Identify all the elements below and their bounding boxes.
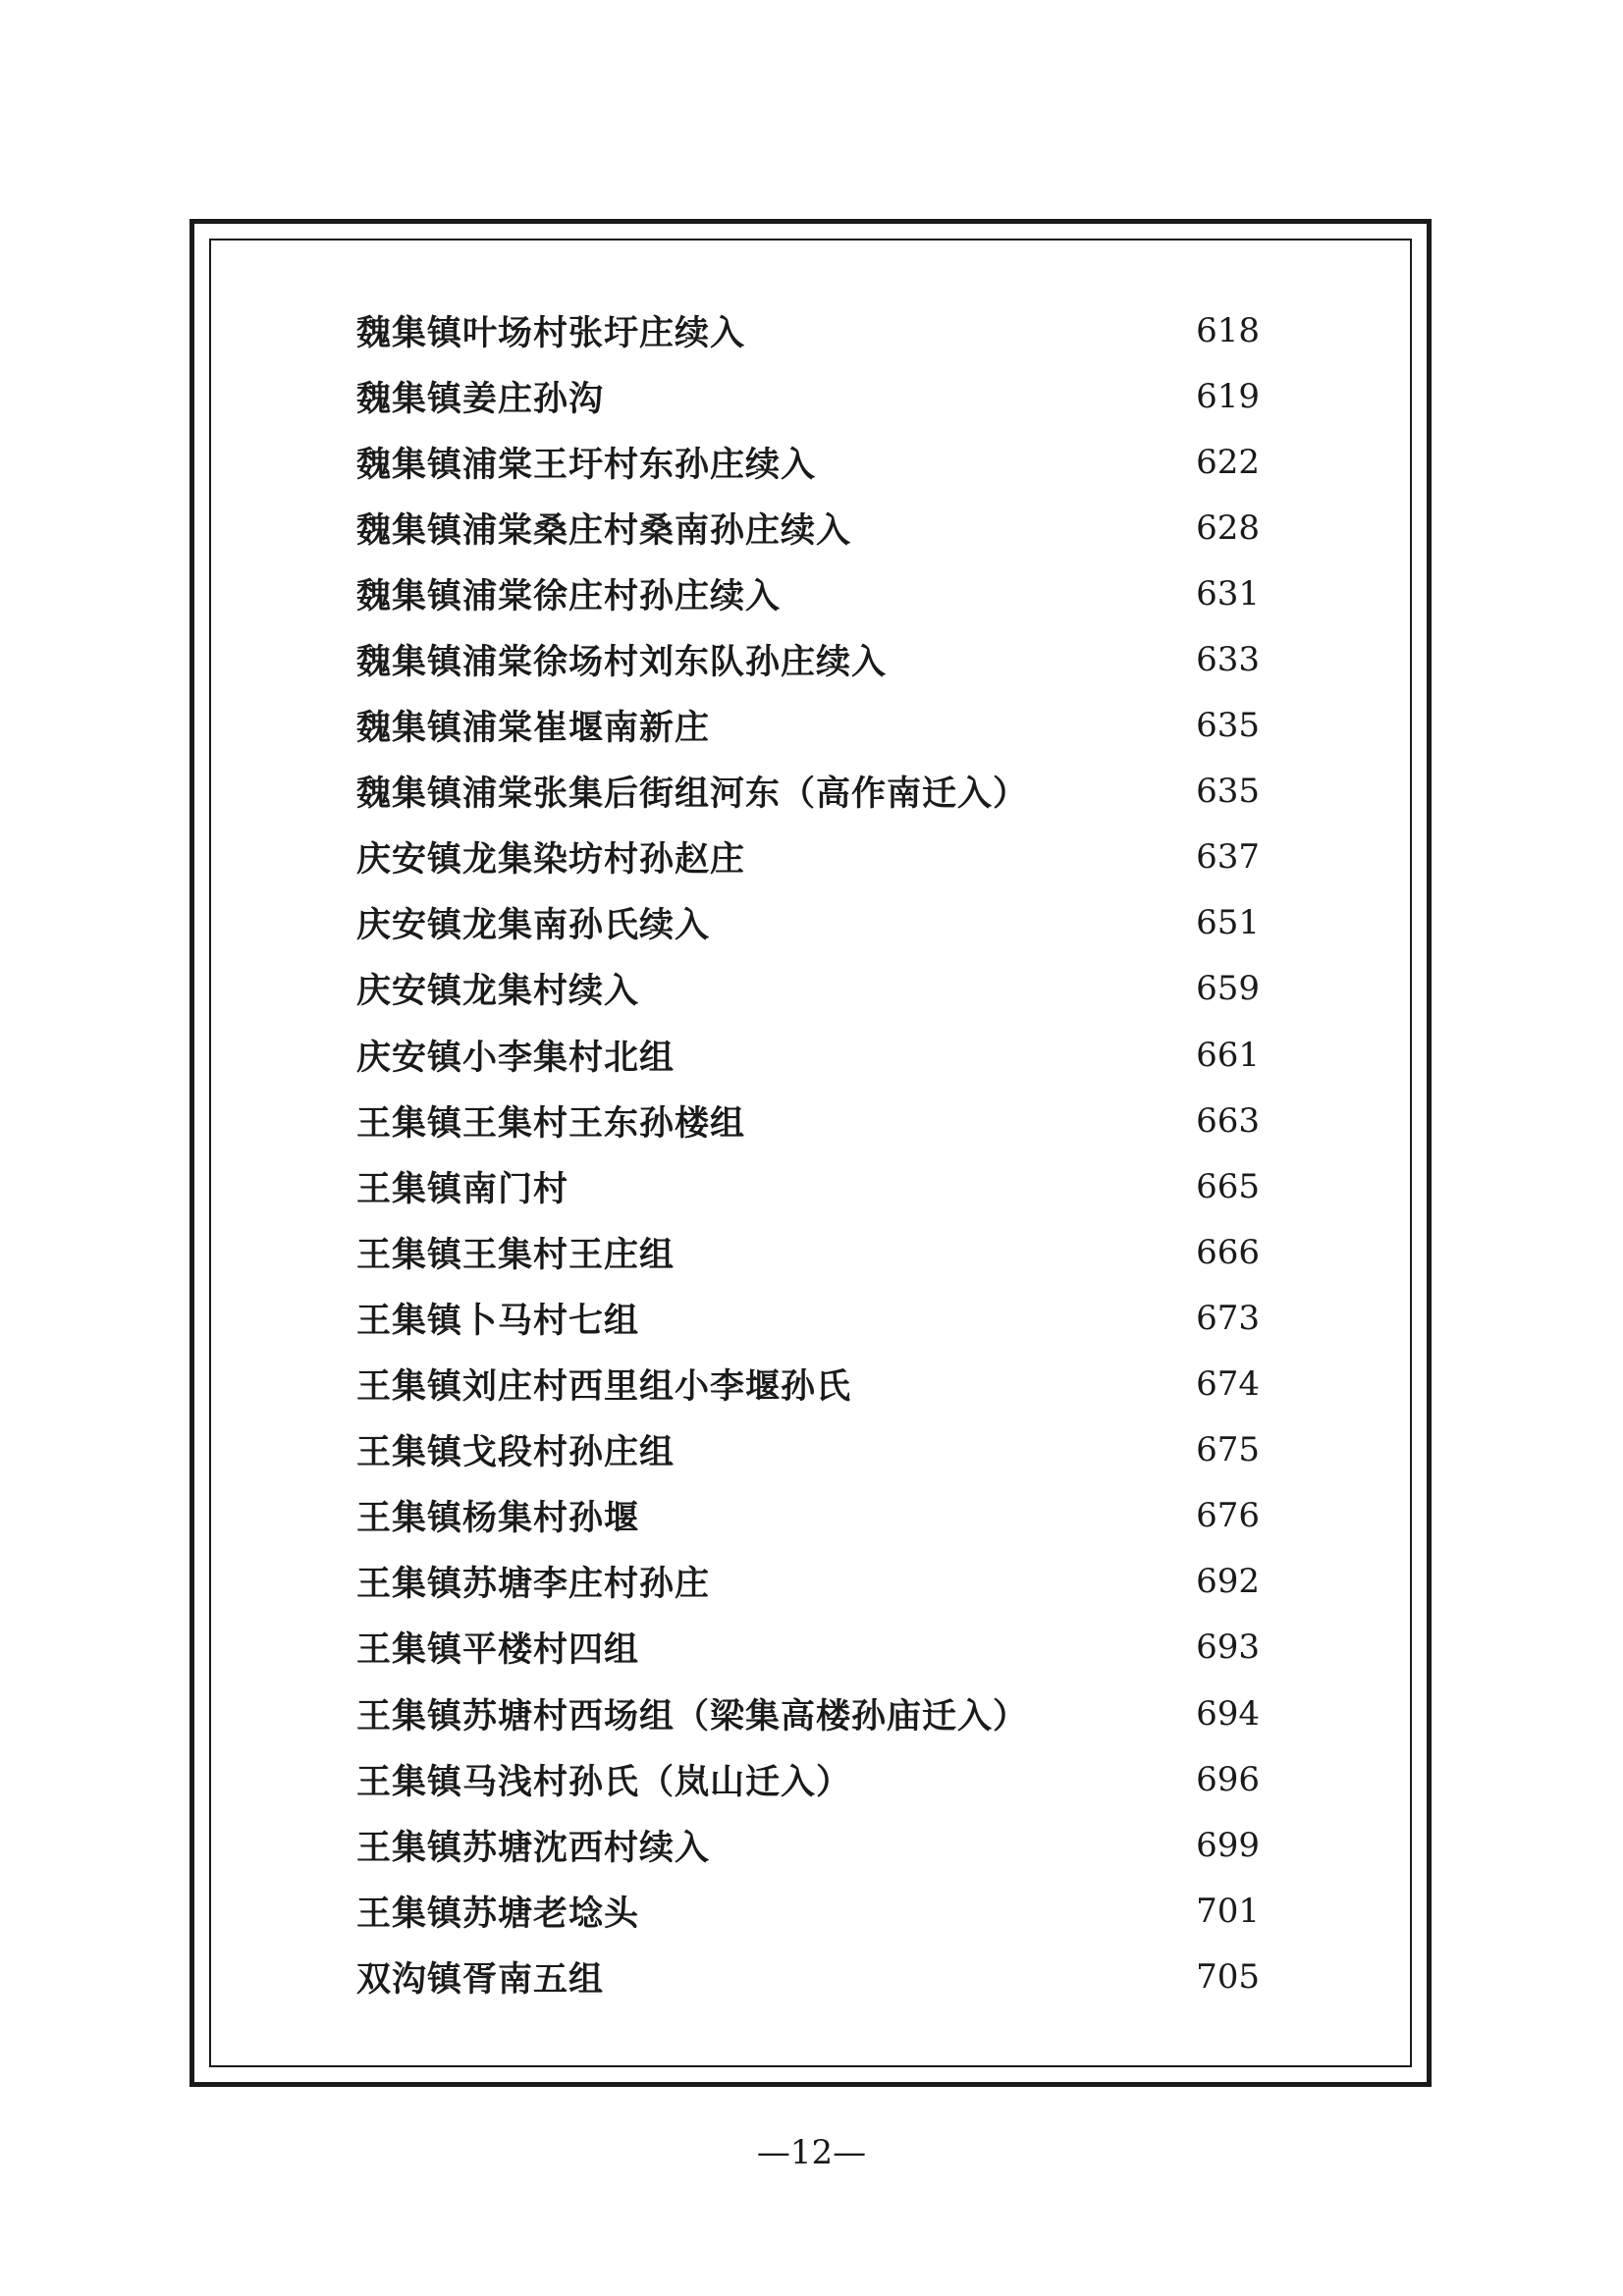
table-of-contents (356, 297, 1260, 2009)
toc-entry[interactable] (356, 1088, 1260, 1153)
toc-entry-title: 双沟镇胥南五组 (356, 1959, 605, 2000)
toc-entry[interactable] (356, 1615, 1260, 1681)
toc-entry-title: 魏集镇浦棠崔堰南新庄 (356, 709, 711, 749)
toc-entry-title: 王集镇戈段村孙庄组 (356, 1433, 676, 1473)
toc-entry[interactable] (356, 1878, 1260, 1944)
toc-entry[interactable] (356, 429, 1260, 495)
toc-entry-page: 696 (1196, 1759, 1260, 1799)
toc-entry-page: 705 (1196, 1956, 1260, 1997)
toc-entry-title: 王集镇平楼村四组 (356, 1630, 640, 1671)
toc-entry[interactable] (356, 561, 1260, 626)
toc-entry[interactable] (356, 1417, 1260, 1483)
toc-entry-page: 631 (1196, 573, 1260, 614)
toc-entry-title: 王集镇刘庄村西里组小李堰孙氏 (356, 1367, 852, 1408)
toc-entry[interactable] (356, 693, 1260, 759)
toc-entry[interactable] (356, 825, 1260, 890)
toc-entry-page: 693 (1196, 1628, 1260, 1668)
toc-entry[interactable] (356, 626, 1260, 692)
toc-entry-page: 628 (1196, 507, 1260, 548)
toc-entry[interactable] (356, 1285, 1260, 1351)
toc-entry-page: 674 (1196, 1364, 1260, 1405)
toc-entry-title: 王集镇马浅村孙氏（岚山迁入） (356, 1762, 852, 1802)
toc-entry-title: 魏集镇浦棠王圩村东孙庄续入 (356, 445, 817, 485)
toc-entry[interactable] (356, 495, 1260, 561)
toc-entry-title: 王集镇苏塘老埝头 (356, 1894, 640, 1934)
toc-entry-page: 661 (1196, 1035, 1260, 1075)
toc-entry[interactable] (356, 956, 1260, 1022)
toc-entry-title: 魏集镇叶场村张圩庄续入 (356, 313, 746, 353)
toc-entry-page: 665 (1196, 1166, 1260, 1206)
toc-entry-title: 魏集镇姜庄孙沟 (356, 379, 605, 419)
toc-entry[interactable] (356, 1352, 1260, 1417)
toc-entry-title: 魏集镇浦棠徐庄村孙庄续入 (356, 576, 782, 616)
toc-entry-page: 676 (1196, 1496, 1260, 1536)
toc-entry-title: 王集镇王集村王东孙楼组 (356, 1103, 746, 1144)
toc-entry-page: 635 (1196, 706, 1260, 746)
toc-entry-title: 庆安镇小李集村北组 (356, 1038, 676, 1078)
toc-entry-title: 魏集镇浦棠张集后街组河东（高作南迁入） (356, 774, 1029, 815)
toc-entry[interactable] (356, 1681, 1260, 1746)
toc-entry-title: 王集镇苏塘村西场组（梁集高楼孙庙迁入） (356, 1696, 1029, 1736)
toc-entry-title: 王集镇苏塘沈西村续入 (356, 1828, 711, 1868)
toc-entry[interactable] (356, 297, 1260, 363)
toc-entry[interactable] (356, 1549, 1260, 1615)
toc-entry-title: 王集镇苏塘李庄村孙庄 (356, 1565, 711, 1605)
toc-entry-title: 王集镇南门村 (356, 1169, 569, 1209)
toc-entry-title: 王集镇卜马村七组 (356, 1301, 640, 1341)
toc-entry[interactable] (356, 1153, 1260, 1219)
toc-entry-title: 魏集镇浦棠桑庄村桑南孙庄续入 (356, 510, 852, 551)
toc-entry-title: 庆安镇龙集村续入 (356, 972, 640, 1012)
toc-entry[interactable] (356, 759, 1260, 825)
toc-entry[interactable] (356, 1219, 1260, 1285)
toc-entry-page: 633 (1196, 640, 1260, 680)
toc-entry-page: 666 (1196, 1232, 1260, 1272)
page-number: —12— (756, 2133, 867, 2172)
toc-entry-title: 庆安镇龙集南孙氏续入 (356, 906, 711, 946)
toc-entry-title: 王集镇杨集村孙堰 (356, 1499, 640, 1539)
toc-entry-page: 635 (1196, 772, 1260, 812)
toc-entry-page: 692 (1196, 1562, 1260, 1602)
toc-entry-page: 701 (1196, 1891, 1260, 1931)
toc-entry-page: 651 (1196, 903, 1260, 943)
toc-entry[interactable] (356, 1022, 1260, 1088)
toc-entry-page: 675 (1196, 1430, 1260, 1470)
toc-entry[interactable] (356, 1812, 1260, 1878)
toc-entry-page: 659 (1196, 969, 1260, 1009)
toc-entry-title: 庆安镇龙集染坊村孙赵庄 (356, 840, 746, 881)
toc-entry-page: 694 (1196, 1693, 1260, 1734)
toc-entry[interactable] (356, 1483, 1260, 1549)
toc-entry-page: 673 (1196, 1298, 1260, 1338)
toc-entry-page: 619 (1196, 376, 1260, 416)
toc-entry-page: 622 (1196, 442, 1260, 482)
toc-entry-title: 王集镇王集村王庄组 (356, 1235, 676, 1275)
toc-entry[interactable] (356, 1746, 1260, 1812)
toc-entry-page: 699 (1196, 1825, 1260, 1865)
toc-entry-page: 618 (1196, 310, 1260, 350)
toc-entry-page: 663 (1196, 1100, 1260, 1141)
toc-entry[interactable] (356, 1944, 1260, 2009)
toc-entry[interactable] (356, 363, 1260, 429)
toc-entry-title: 魏集镇浦棠徐场村刘东队孙庄续入 (356, 643, 888, 683)
toc-entry-page: 637 (1196, 837, 1260, 878)
toc-entry[interactable] (356, 890, 1260, 956)
